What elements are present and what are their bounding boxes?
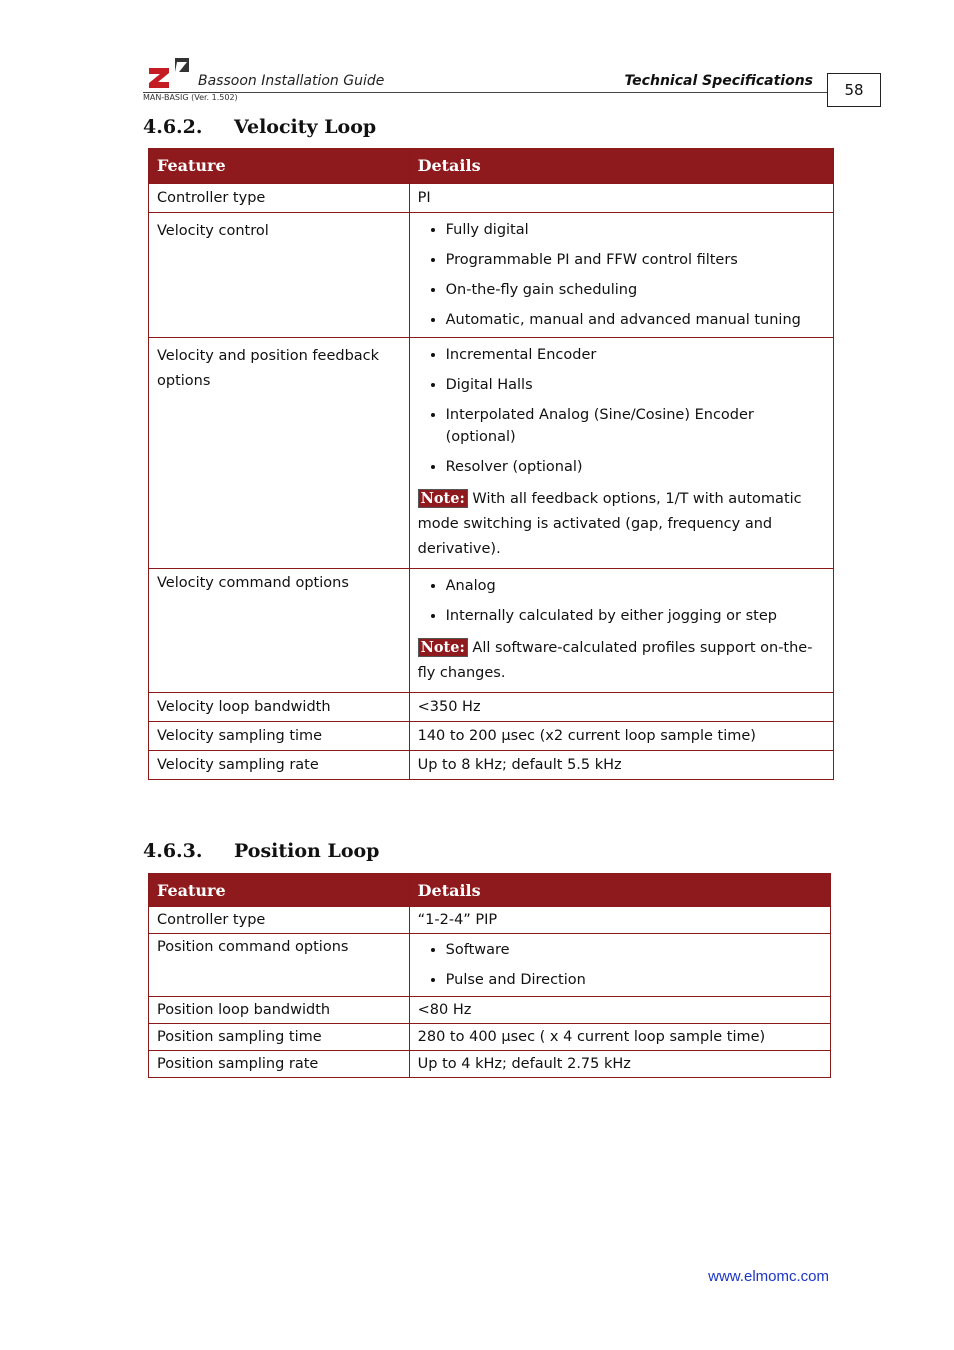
feature-column-header: Feature (149, 874, 410, 907)
list-item: • Automatic, manual and advanced manual tuning (446, 309, 825, 331)
table-row (149, 184, 834, 213)
page-header (143, 56, 883, 106)
header-rule (143, 92, 827, 93)
details-cell: <350 Hz (409, 693, 833, 722)
list-item: • Interpolated Analog (Sine/Cosine) Encoder (optional) (446, 404, 825, 448)
list-item: • Programmable PI and FFW control filters (446, 249, 825, 271)
feature-cell: Velocity and position feedback options (149, 338, 410, 569)
section-title: Velocity Loop (234, 116, 377, 138)
feature-cell: Controller type (149, 907, 410, 934)
table-row (149, 751, 834, 780)
table-row (149, 722, 834, 751)
table-row (149, 213, 834, 338)
details-cell: <80 Hz (409, 997, 830, 1024)
feature-cell: Position sampling rate (149, 1051, 410, 1078)
version-label: MAN-BASIG (Ver. 1.502) (143, 93, 238, 102)
list-item: • Digital Halls (446, 374, 825, 396)
details-cell: 140 to 200 μsec (x2 current loop sample time) (409, 722, 833, 751)
website-link[interactable]: www.elmomc.com (708, 1268, 829, 1285)
table-header-row (149, 874, 831, 907)
note-text: All software-calculated profiles support on-the-fly changes. (417, 640, 813, 681)
bullet-list (418, 939, 822, 991)
section-title: Position Loop (234, 840, 380, 862)
details-column-header: Details (409, 149, 833, 184)
feature-cell: Controller type (149, 184, 410, 213)
table-row (149, 907, 831, 934)
feature-cell: Velocity command options (149, 569, 410, 693)
list-item: • Incremental Encoder (446, 344, 825, 366)
feature-cell: Velocity sampling time (149, 722, 410, 751)
note-text: With all feedback options, 1/T with automatic mode switching is activated (gap, frequency and derivative). (417, 491, 802, 557)
table-row (149, 338, 834, 569)
details-cell (409, 213, 833, 338)
velocity-loop-heading (143, 116, 376, 138)
list-item: • Internally calculated by either jogging or step (446, 605, 825, 627)
section-number: 4.6.2. (143, 116, 203, 138)
details-cell: PI (409, 184, 833, 213)
position-loop-heading (143, 840, 379, 862)
elmo-logo-icon (149, 58, 189, 88)
list-item: • Resolver (optional) (446, 456, 825, 478)
note (418, 635, 825, 686)
position-loop-table (148, 873, 831, 1078)
section-number: 4.6.3. (143, 840, 203, 862)
velocity-loop-table (148, 148, 834, 780)
details-cell: 280 to 400 μsec ( x 4 current loop sample time) (409, 1024, 830, 1051)
details-cell (409, 934, 830, 997)
list-item: • On-the-fly gain scheduling (446, 279, 825, 301)
bullet-list (418, 344, 825, 478)
details-cell: Up to 8 kHz; default 5.5 kHz (409, 751, 833, 780)
note-label: Note: (418, 638, 468, 657)
feature-cell: Position command options (149, 934, 410, 997)
details-cell: “1-2-4” PIP (409, 907, 830, 934)
list-item: • Fully digital (446, 219, 825, 241)
list-item: • Pulse and Direction (446, 969, 822, 991)
table-row (149, 934, 831, 997)
note-label: Note: (418, 489, 468, 508)
note (418, 486, 825, 562)
bullet-list (418, 575, 825, 627)
feature-column-header: Feature (149, 149, 410, 184)
table-row (149, 997, 831, 1024)
feature-cell: Velocity control (149, 213, 410, 338)
list-item: • Software (446, 939, 822, 961)
feature-cell: Velocity loop bandwidth (149, 693, 410, 722)
feature-cell: Position sampling time (149, 1024, 410, 1051)
chapter-title: Technical Specifications (624, 73, 813, 89)
table-header-row (149, 149, 834, 184)
list-item: • Analog (446, 575, 825, 597)
details-cell: Up to 4 kHz; default 2.75 kHz (409, 1051, 830, 1078)
details-cell (409, 569, 833, 693)
bullet-list (418, 219, 825, 331)
details-cell (409, 338, 833, 569)
page-number: 58 (827, 73, 881, 107)
details-column-header: Details (409, 874, 830, 907)
table-row (149, 1051, 831, 1078)
table-row (149, 569, 834, 693)
table-row (149, 693, 834, 722)
document-title: Bassoon Installation Guide (198, 73, 385, 89)
feature-cell: Velocity sampling rate (149, 751, 410, 780)
table-row (149, 1024, 831, 1051)
feature-cell: Position loop bandwidth (149, 997, 410, 1024)
